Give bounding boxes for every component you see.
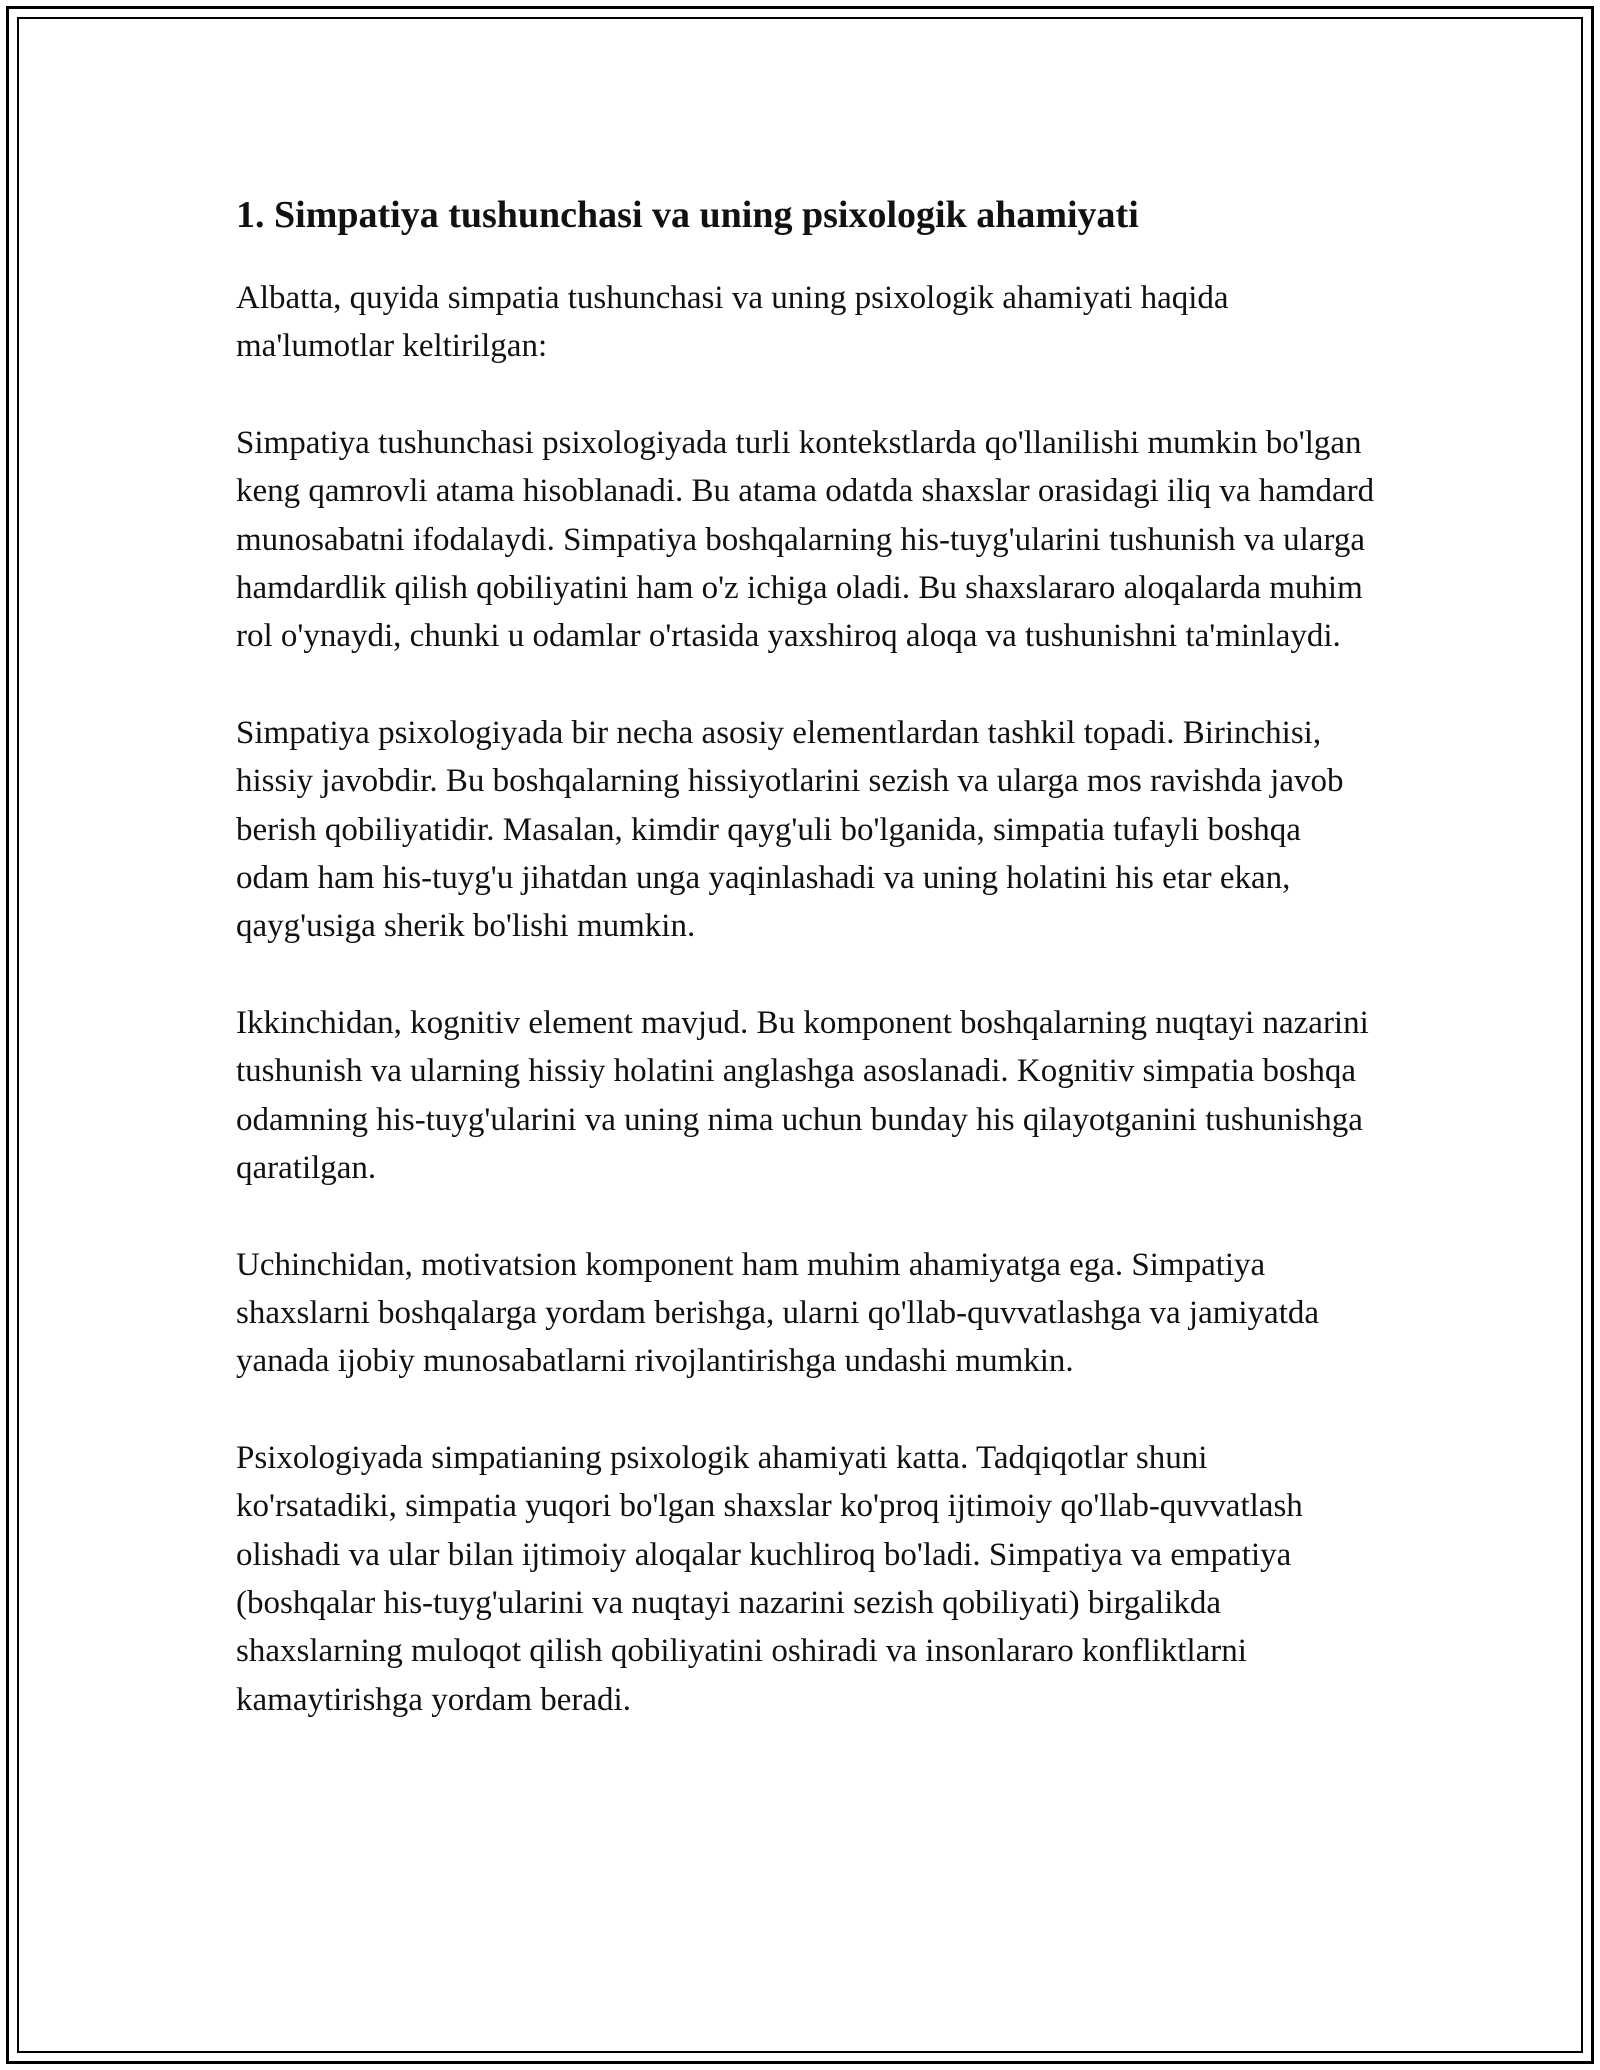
emotional-component-paragraph: Simpatiya psixologiyada bir necha asosiy elementlardan tashkil topadi. Birinchisi, hissiy javobdir. Bu boshqalarning hissiyotlarini sezish va ularga mos ravishda javob berish qobiliyatidir. Masalan, kimdir qayg'uli bo'lganida, simpatia tufayli boshqa odam ham his-tuyg'u jihatdan unga yaqinlashadi va uning holatini his etar ekan, qayg'usiga sherik bo'lishi mumkin. — [236, 714, 1344, 945]
definition-paragraph: Simpatiya tushunchasi psixologiyada turli kontekstlarda qo'llanilishi mumkin bo'lgan keng qamrovli atama hisoblanadi. Bu atama odatda shaxslar orasidagi iliq va hamdard munosabatni ifodalaydi. Simpatiya boshqalarning his-tuyg'ularini tushunish va ularga hamdardlik qilish qobiliyatini ham o'z ichiga oladi. Bu shaxslararo aloqalarda muhim rol o'ynaydi, chunki u odamlar o'rtasida yaxshiroq aloqa va tushunishni ta'minlaydi. — [236, 424, 1375, 655]
document-body — [236, 186, 1376, 1772]
cognitive-component-paragraph: Ikkinchidan, kognitiv element mavjud. Bu komponent boshqalarning nuqtayi nazarini tushunish va ularning hissiy holatini anglashga asoslanadi. Kognitiv simpatia boshqa odamning his-tuyg'ularini va uning nima uchun bunday his qilayotganini tushunishga qaratilgan. — [236, 1004, 1369, 1187]
significance-paragraph: Psixologiyada simpatianing psixologik ahamiyati katta. Tadqiqotlar shuni ko'rsatadiki, simpatia yuqori bo'lgan shaxslar ko'proq ijtimoiy qo'llab-quvvatlash olishadi va ular bilan ijtimoiy aloqalar kuchliroq bo'ladi. Simpatiya va empatiya (boshqalar his-tuyg'ularini va nuqtayi nazarini sezish qobiliyati) birgalikda shaxslarning muloqot qilish qobiliyatini oshiradi va insonlararo konfliktlarni kamaytirishga yordam beradi. — [236, 1439, 1303, 1718]
section-heading: 1. Simpatiya tushunchasi va uning psixologik ahamiyati — [236, 194, 1139, 236]
intro-paragraph: Albatta, quyida simpatia tushunchasi va uning psixologik ahamiyati haqida ma'lumotlar keltirilgan: — [236, 280, 1229, 365]
motivational-component-paragraph: Uchinchidan, motivatsion komponent ham muhim ahamiyatga ega. Simpatiya shaxslarni boshqalarga yordam berishga, ularni qo'llab-quvvatlashga va jamiyatda yanada ijobiy munosabatlarni rivojlantirishga undashi mumkin. — [236, 1246, 1320, 1380]
